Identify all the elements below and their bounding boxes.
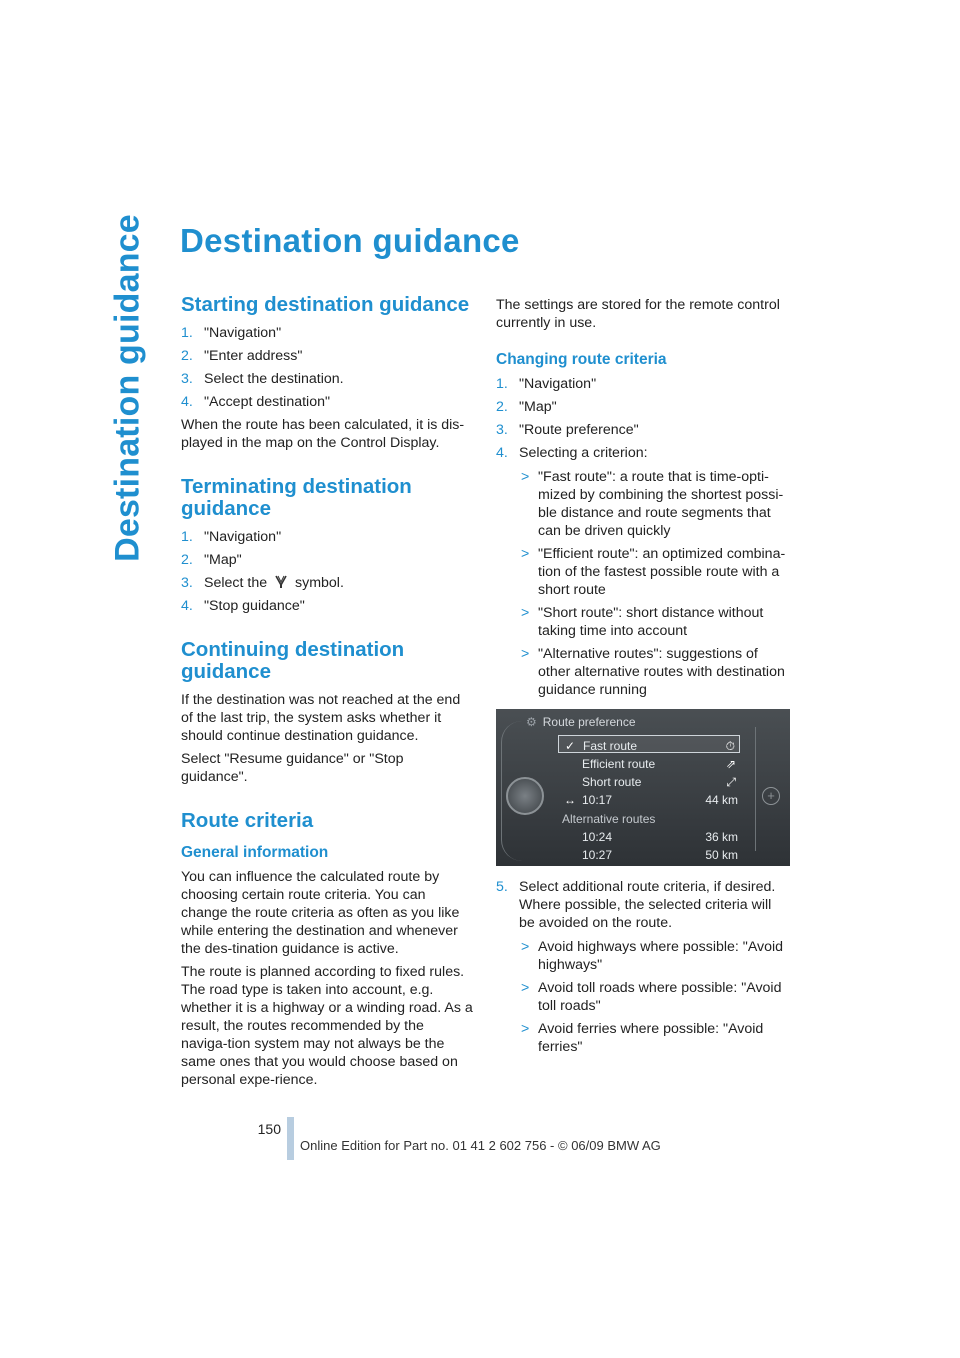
menu-item-efficient-route: Efficient route ⇗ (582, 757, 736, 771)
route-preference-screenshot (496, 709, 790, 866)
list-item: 1. "Navigation" (181, 529, 282, 545)
paragraph: The settings are stored for the remote control currently in use. (496, 297, 780, 331)
list-item: 5. Select additional route criteria, if desired. Where possible, the selected criteria will be avoided on the route. > Avoid highways where possible: "Avoid highways" > Avoid toll roads where possible: "Avoid toll roads" > Avoid ferries where possible: "Avoid ferries" (496, 878, 790, 1056)
criteria-list (519, 468, 790, 699)
footer-bar (287, 1117, 294, 1160)
list-item: 3. Select the destination. (181, 371, 344, 387)
starting-note: When the route has been calculated, it is dis-played in the map on the Control Display. (181, 417, 465, 451)
paragraph: If the destination was not reached at the end of the last trip, the system asks whether it should continue destination guidance. (181, 692, 461, 744)
settings-icon: ⚙ (526, 715, 537, 729)
list-item: 2. "Enter address" (181, 348, 303, 364)
list-item: > "Fast route": a route that is time-opti-mized by combining the shortest possi-ble distance and route segments that can be driven quickly (521, 469, 784, 539)
left-column (181, 294, 473, 1094)
list-item: > "Efficient route": an optimized combina-tion of the fastest possible route with a short route (521, 546, 786, 598)
paragraph: You can influence the calculated route by choosing certain route criteria. You can change the route criteria as often as you like while entering the destination and whenever the des-tination guidance is active. (181, 869, 460, 957)
short-route-icon: ⤢ (726, 775, 736, 789)
menu-subheading-alternative-routes: Alternative routes (562, 812, 656, 826)
list-item: 2. "Map" (181, 552, 242, 568)
controller-frame (755, 727, 756, 851)
list-item: 1. "Navigation" (181, 325, 282, 341)
check-icon: ✓ (565, 739, 576, 753)
menu-item-alt-route: 10:24 36 km (582, 830, 738, 844)
list-item: 3. Select the symbol. (181, 575, 344, 591)
list-item: 4. Selecting a criterion: > "Fast route": a route that is time-opti-mized by combining the shortest possi-ble distance and route segments that can be driven quickly > "Efficient route": an optimized combina-tion of the fastest possible route with a short route > "Short route": short distance without taking time into account > "Alternative routes": suggestions of other alternative routes with destination guidance running (496, 444, 790, 699)
starting-steps (181, 324, 473, 411)
list-item: 4. "Accept destination" (181, 394, 331, 410)
menu-item-fast-route: ✓ Fast route ⏱ (558, 735, 740, 753)
paragraph: Select "Resume guidance" or "Stop guidance". (181, 751, 404, 785)
page-title: Destination guidance (180, 222, 520, 259)
heading-terminating: Terminating destination guidance (181, 475, 412, 520)
list-item: > Avoid ferries where possible: "Avoid ferries" (521, 1021, 764, 1055)
list-item: > Avoid toll roads where possible: "Avoid toll roads" (521, 980, 782, 1014)
menu-item-alt-route: 10:27 50 km (582, 848, 738, 862)
efficient-route-icon: ⇗ (725, 757, 736, 771)
page-number: 150 (257, 1121, 281, 1137)
route-arrows-icon: ↔ (564, 793, 576, 807)
plus-icon: + (762, 787, 780, 805)
list-item: 2. "Map" (496, 399, 557, 415)
heading-route-criteria: Route criteria (181, 809, 314, 832)
avoid-list (519, 938, 790, 1056)
heading-starting: Starting destination guidance (181, 293, 470, 316)
list-item: > "Alternative routes": suggestions of other alternative routes with destination guidance running (521, 646, 785, 698)
heading-changing-route-criteria: Changing route criteria (496, 351, 667, 368)
paragraph: The route is planned according to fixed rules. The road type is taken into account, e.g. whether it is a highway or a winding road. As a result, the routes recommended by the naviga-tion system may not always be the same ones that you would choose based on personal expe-rience. (181, 964, 473, 1088)
list-item: 3. "Route preference" (496, 422, 639, 438)
footer-text: Online Edition for Part no. 01 41 2 602 756 - © 06/09 BMW AG (300, 1138, 661, 1153)
controller-knob-icon (506, 777, 544, 815)
changing-steps (496, 375, 790, 699)
list-item: > "Short route": short distance without taking time into account (521, 605, 764, 639)
heading-general-information: General information (181, 844, 329, 861)
terminating-steps (181, 528, 473, 615)
list-item: 4. "Stop guidance" (181, 598, 305, 614)
menu-item-current-route: ↔ 10:17 44 km (564, 793, 738, 807)
list-item: > Avoid highways where possible: "Avoid highways" (521, 939, 784, 973)
fast-route-icon: ⏱ (725, 739, 735, 753)
right-column (496, 296, 790, 1061)
list-item: 1. "Navigation" (496, 376, 597, 392)
side-chapter-title: Destination guidance (108, 214, 147, 562)
screen-header: ⚙ Route preference (526, 715, 636, 729)
route-symbol-icon (273, 574, 289, 590)
heading-continuing: Continuing destination guidance (181, 638, 405, 683)
menu-item-short-route: Short route ⤢ (582, 775, 736, 789)
additional-steps (496, 878, 790, 1056)
